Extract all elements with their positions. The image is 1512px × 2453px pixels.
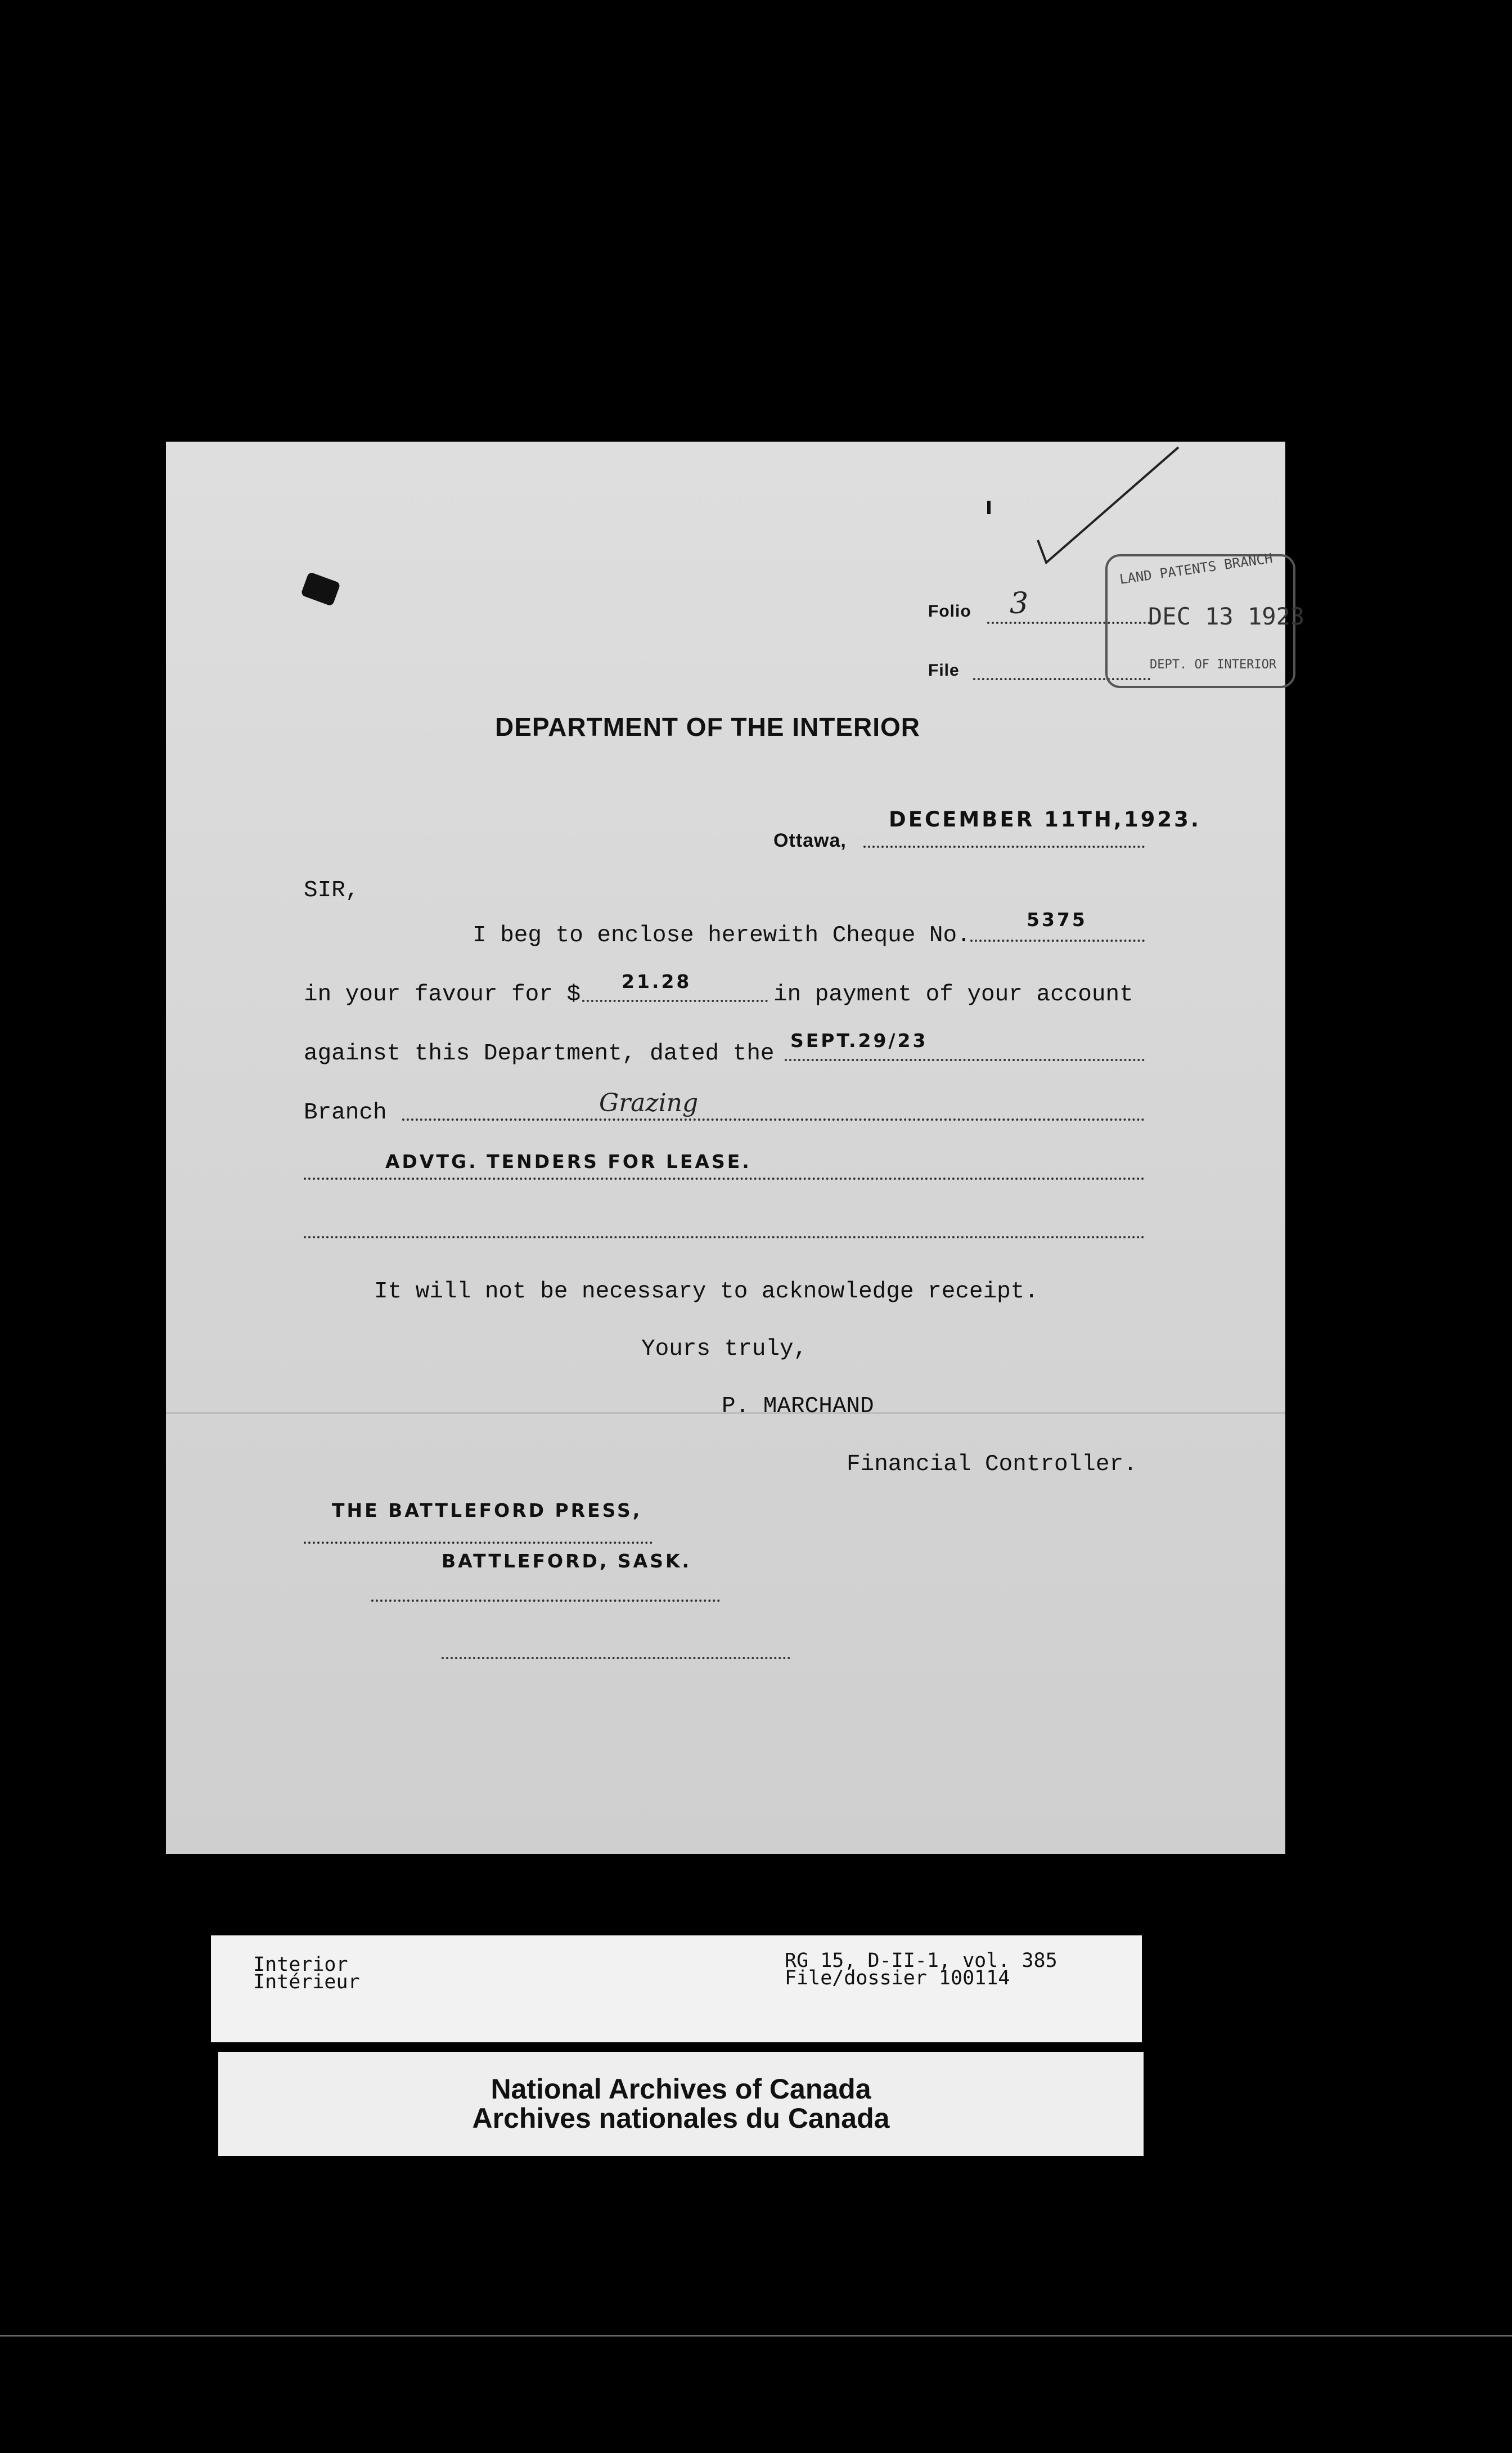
account-date: SEPT.29/23: [790, 1030, 928, 1052]
branch-label: Branch: [304, 1100, 387, 1126]
cheque-number: 5375: [1027, 909, 1087, 931]
letter-date: DECEMBER 11TH,1923.: [889, 807, 1201, 832]
valediction: Yours truly,: [641, 1336, 808, 1362]
favour-text: in your favour for $: [304, 982, 581, 1008]
label-interior: Interior: [253, 1953, 348, 1976]
ink-blot: [300, 572, 340, 606]
letter-page: [166, 442, 1305, 1854]
banner-english: National Archives of Canada: [490, 2073, 871, 2105]
payment-text: in payment of your account: [773, 982, 1133, 1008]
dated-text: against this Department, dated the: [304, 1041, 775, 1067]
amount-dots: [582, 1000, 768, 1002]
archive-reference-label: [211, 1935, 1142, 2042]
closing-line: It will not be necessary to acknowledge receipt.: [374, 1279, 1038, 1305]
banner-french: Archives nationales du Canada: [472, 2102, 890, 2134]
account-date-dots: [785, 1059, 1145, 1061]
addressee-place: BATTLEFORD, SASK.: [442, 1550, 692, 1572]
department-heading: DEPARTMENT OF THE INTERIOR: [495, 712, 921, 742]
salutation: SIR,: [304, 878, 359, 904]
blank-dots: [304, 1236, 1145, 1238]
account-description: ADVTG. TENDERS FOR LEASE.: [385, 1151, 752, 1172]
addressee-name: THE BATTLEFORD PRESS,: [332, 1499, 642, 1521]
folio-label: Folio: [928, 602, 971, 621]
folio-number: 3: [1010, 587, 1029, 621]
stamp-dept: DEPT. OF INTERIOR: [1150, 658, 1277, 672]
branch-dots: [402, 1118, 1145, 1121]
addressee-extra-dots: [442, 1657, 790, 1659]
date-dots: [863, 846, 1145, 848]
cheque-dots: [970, 940, 1145, 942]
file-label: File: [928, 661, 960, 680]
stamp-date: DEC 13 1923: [1148, 603, 1305, 630]
addressee-place-dots: [371, 1600, 720, 1602]
addressee-name-dots: [304, 1542, 652, 1544]
place-label: Ottawa,: [773, 830, 847, 851]
bottom-rule: [0, 2335, 1512, 2337]
received-stamp: [1105, 550, 1305, 688]
description-dots: [304, 1178, 1145, 1180]
stamp-branch: LAND PATENTS BRANCH: [1118, 550, 1274, 587]
label-file-number: File/dossier 100114: [785, 1967, 1010, 1989]
ink-mark: [987, 501, 991, 514]
archive-banner: [218, 2052, 1144, 2156]
check-mark-icon: [1015, 442, 1184, 571]
label-interieur: Intérieur: [253, 1971, 360, 1993]
cheque-line-text: I beg to enclose herewith Cheque No.: [472, 923, 971, 949]
branch-handwritten: Grazing: [599, 1089, 699, 1117]
signatory-name: P. MARCHAND: [722, 1394, 874, 1419]
amount-value: 21.28: [622, 971, 692, 992]
signatory-title: Financial Controller.: [847, 1452, 1137, 1477]
label-record-group: RG 15, D-II-1, vol. 385: [785, 1949, 1058, 1972]
